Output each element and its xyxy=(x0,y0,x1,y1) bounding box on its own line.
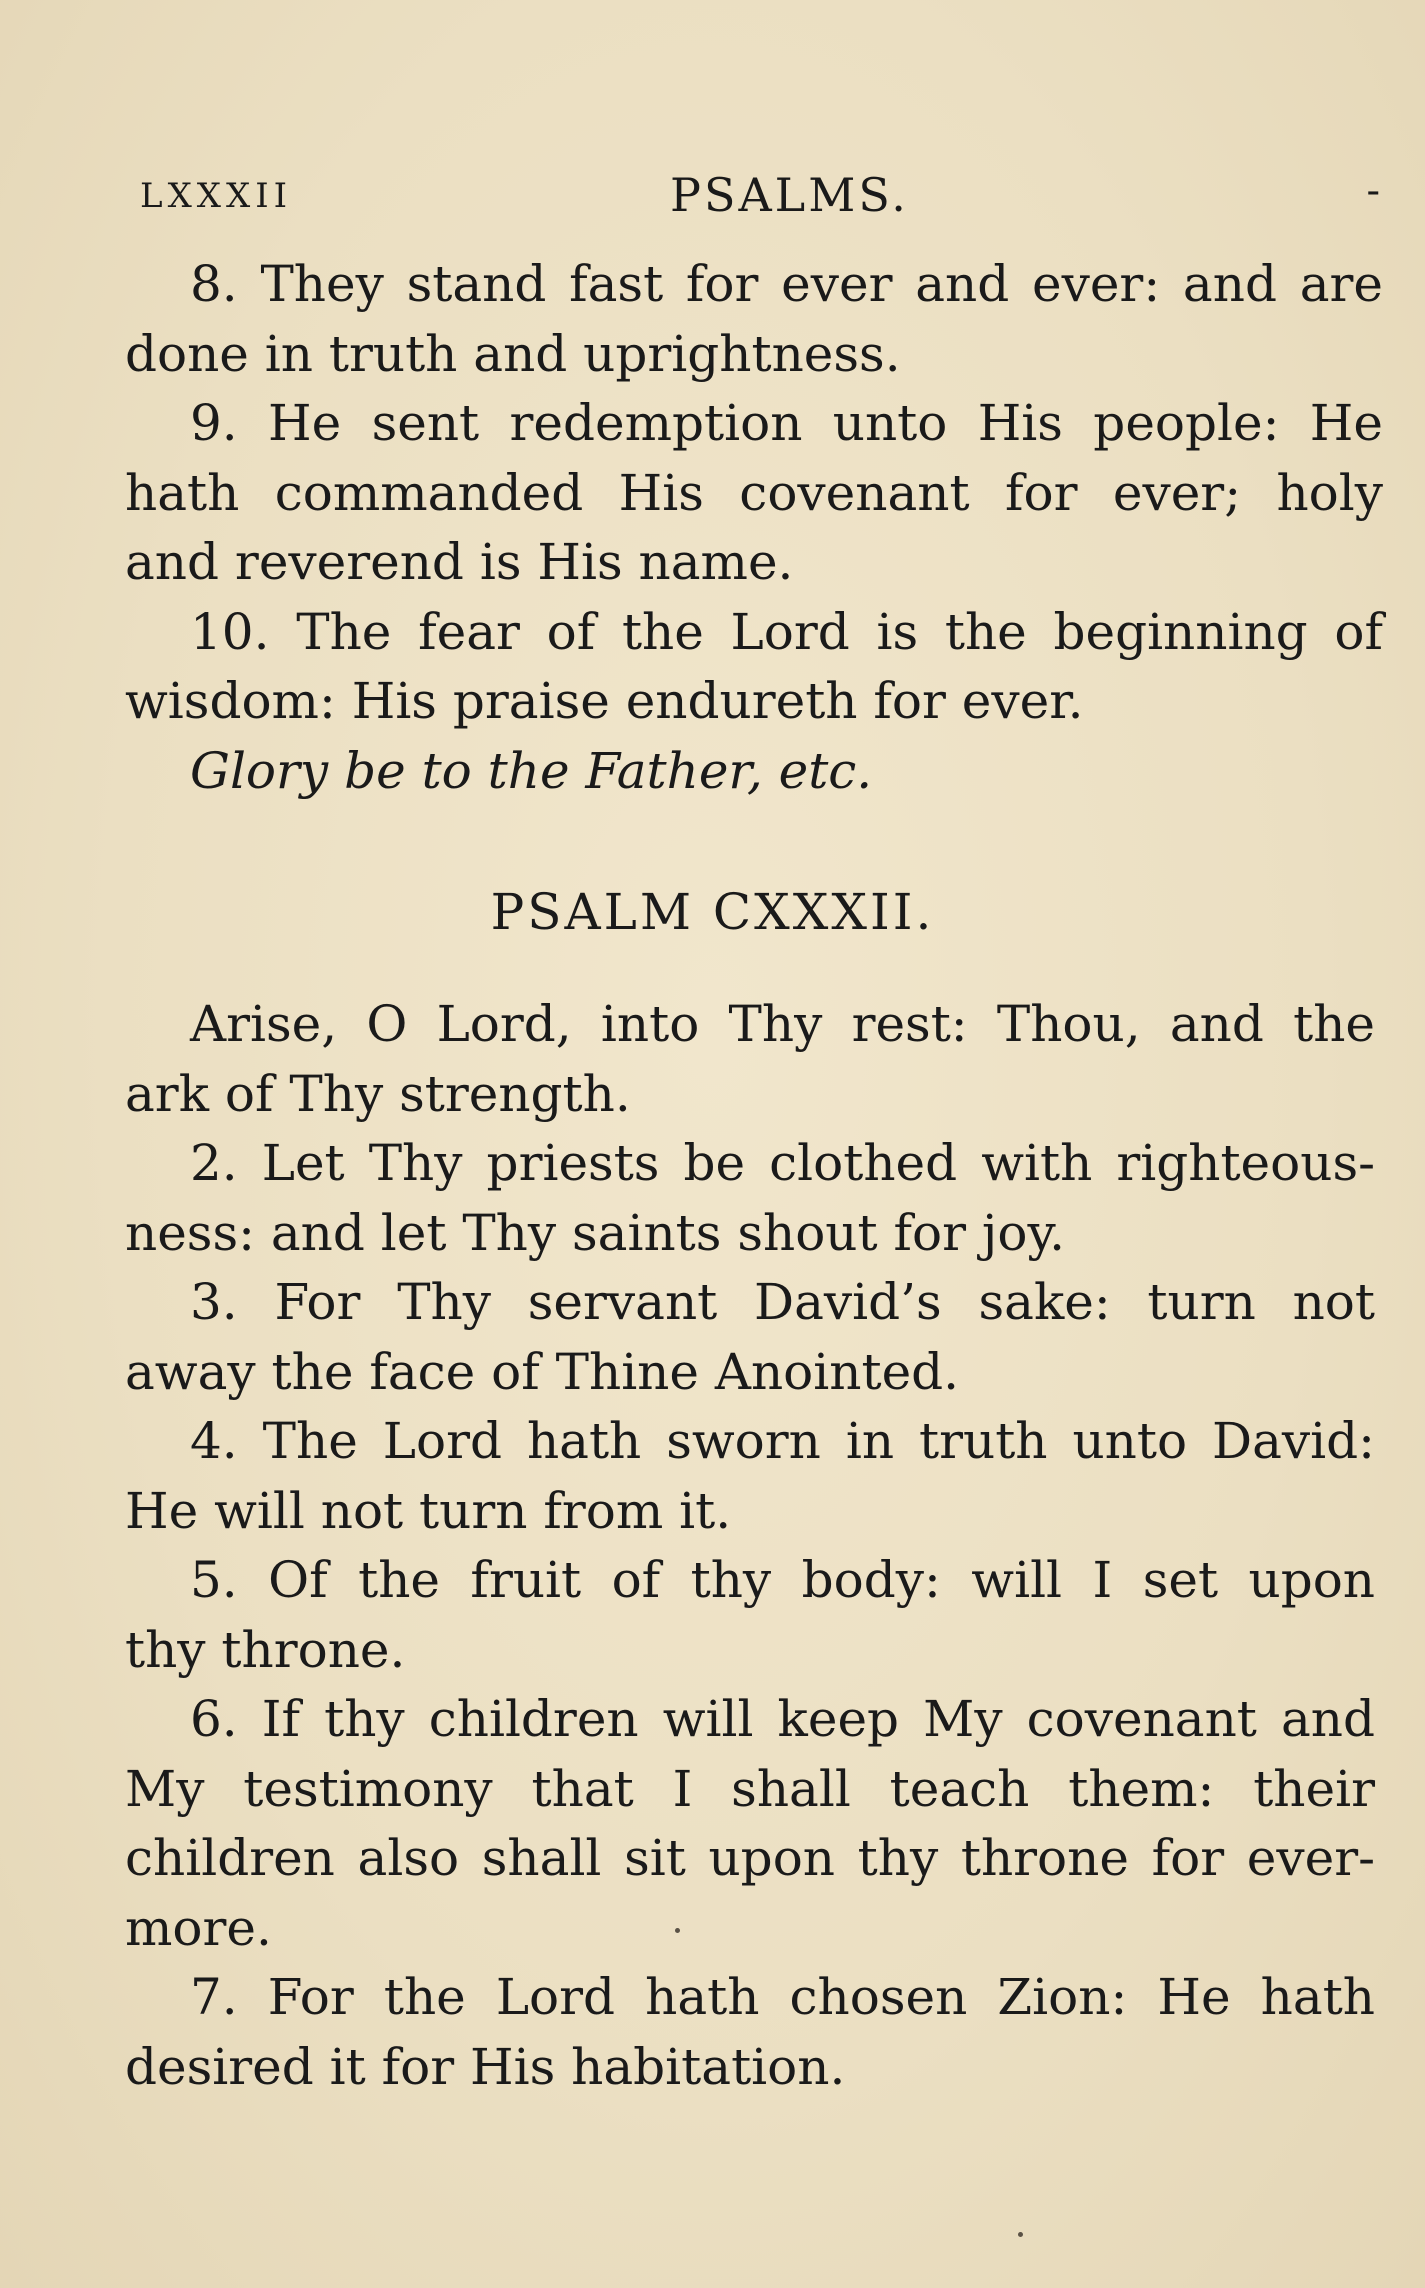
verse-line: My testimony that I shall teach them: their xyxy=(125,1759,1375,1818)
verse-line: 10. The fear of the Lord is the beginning of xyxy=(190,602,1383,661)
verse-line: done in truth and uprightness. xyxy=(125,324,901,383)
running-title: PSALMS. xyxy=(670,168,909,222)
verse-line: 3. For Thy servant David’s sake: turn not xyxy=(190,1273,1375,1331)
verse-line: 4. The Lord hath sworn in truth unto David: xyxy=(190,1412,1375,1470)
verse-line: ark of Thy strength. xyxy=(125,1064,631,1123)
psalm-heading: PSALM CXXXII. xyxy=(490,883,935,941)
paper-speck xyxy=(1018,2232,1023,2237)
verse-line: Arise, O Lord, into Thy rest: Thou, and the xyxy=(190,995,1375,1053)
verse-line: thy throne. xyxy=(125,1620,406,1679)
verse-line: 9. He sent redemption unto His people: He xyxy=(190,394,1383,452)
verse-line: wisdom: His praise endureth for ever. xyxy=(125,672,1084,730)
paper-speck xyxy=(675,1928,680,1933)
gloria-patri: Glory be to the Father, etc. xyxy=(190,741,873,800)
verse-line: away the face of Thine Anointed. xyxy=(125,1342,960,1401)
verse-line: 6. If thy children will keep My covenant and xyxy=(190,1690,1375,1748)
verse-line: 2. Let Thy priests be clothed with righteous- xyxy=(190,1134,1375,1192)
verse-line: and reverend is His name. xyxy=(125,533,794,591)
verse-line: more. xyxy=(125,1898,272,1957)
verse-line: children also shall sit upon thy throne for ever- xyxy=(125,1829,1375,1887)
verse-line: hath commanded His covenant for ever; holy xyxy=(125,463,1383,522)
verse-line: desired it for His habitation. xyxy=(125,2037,846,2096)
verse-line: ness: and let Thy saints shout for joy. xyxy=(125,1203,1065,1262)
verse-line: He will not turn from it. xyxy=(125,1481,732,1540)
verse-line: 7. For the Lord hath chosen Zion: He hath xyxy=(190,1968,1375,2026)
running-head xyxy=(140,168,1380,222)
verse-line: 5. Of the fruit of thy body: will I set upon xyxy=(190,1551,1375,1609)
running-head-dash: - xyxy=(1366,168,1380,214)
psalm-cxxxii-text xyxy=(125,990,1375,2102)
psalm-cxxxi-continuation xyxy=(125,250,1383,806)
page-folio: LXXXII xyxy=(140,176,293,216)
verse-line: 8. They stand fast for ever and ever: and are xyxy=(190,255,1383,313)
